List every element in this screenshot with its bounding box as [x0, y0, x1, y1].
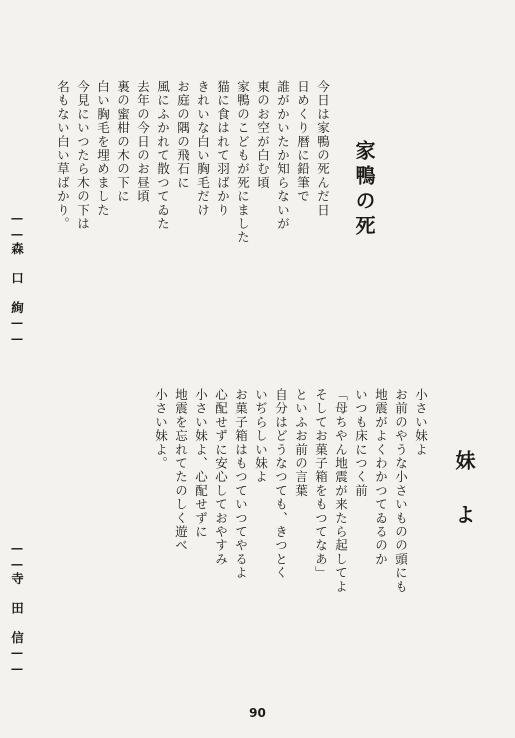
- poem-line: 「母ちやん地震が来たら起してよ: [333, 388, 349, 594]
- poem-author: ——森 口 絢——: [9, 210, 25, 347]
- poem-line: 今日は家鴨の死んだ日: [315, 80, 331, 217]
- poem-line: 去年の今日のお昼頃: [135, 80, 151, 204]
- poem-line: 風にふかれて散つてゐた: [155, 80, 171, 231]
- poem-line: といふお前の言葉: [293, 388, 309, 498]
- poem-line: 小さい妹よ。: [153, 388, 169, 471]
- poem-title: 妹 よ: [452, 450, 476, 529]
- poem-line: 東のお空が白む頃: [255, 80, 271, 190]
- poem-line: 地震がよくわかつてゐるのか: [373, 388, 389, 567]
- poem-line: 家鴨のこどもが死にました: [235, 80, 251, 245]
- poem-line: きれいな白い胸毛だけ: [195, 80, 211, 217]
- poem-line: 名もない白い草ばかり。: [55, 80, 71, 231]
- poem-line: お庭の隅の飛石に: [175, 80, 191, 190]
- poem-line: そしてお菓子箱をもつてなあ」: [313, 388, 329, 580]
- poem-line: お菓子箱はもつていつてやるよ: [233, 388, 249, 580]
- poem-line: いぢらしい妹よ: [253, 388, 269, 484]
- page-number: 90: [249, 706, 266, 720]
- poem-author: ——寺 田 信——: [9, 540, 25, 677]
- poem-line: 誰がかいたか知らないが: [275, 80, 291, 231]
- poem-line: 裏の蜜柑の木の下に: [115, 80, 131, 204]
- poem-line: 小さい妹よ、心配せずに: [193, 388, 209, 539]
- poem-line: 心配せずに安心しておやすみ: [213, 388, 229, 567]
- poem-line: いつも床につく前: [353, 388, 369, 498]
- poem-line: 日めくり暦に鉛筆で: [295, 80, 311, 204]
- poem-line: 自分はどうなつても、きつとく: [273, 388, 289, 580]
- poem-line: お前のやうな小さいものの頭にも: [393, 388, 409, 594]
- poem-title: 家鴨の死: [352, 140, 376, 240]
- poem-line: 猫に食はれて羽ばかり: [215, 80, 231, 217]
- poem-line: 白い胸毛を埋めました: [95, 80, 111, 217]
- poem-line: 今見にいつたら木の下は: [75, 80, 91, 231]
- poem-line: 小さい妹よ: [413, 388, 429, 457]
- poem-line: 地震を忘れてたのしく遊べ: [173, 388, 189, 553]
